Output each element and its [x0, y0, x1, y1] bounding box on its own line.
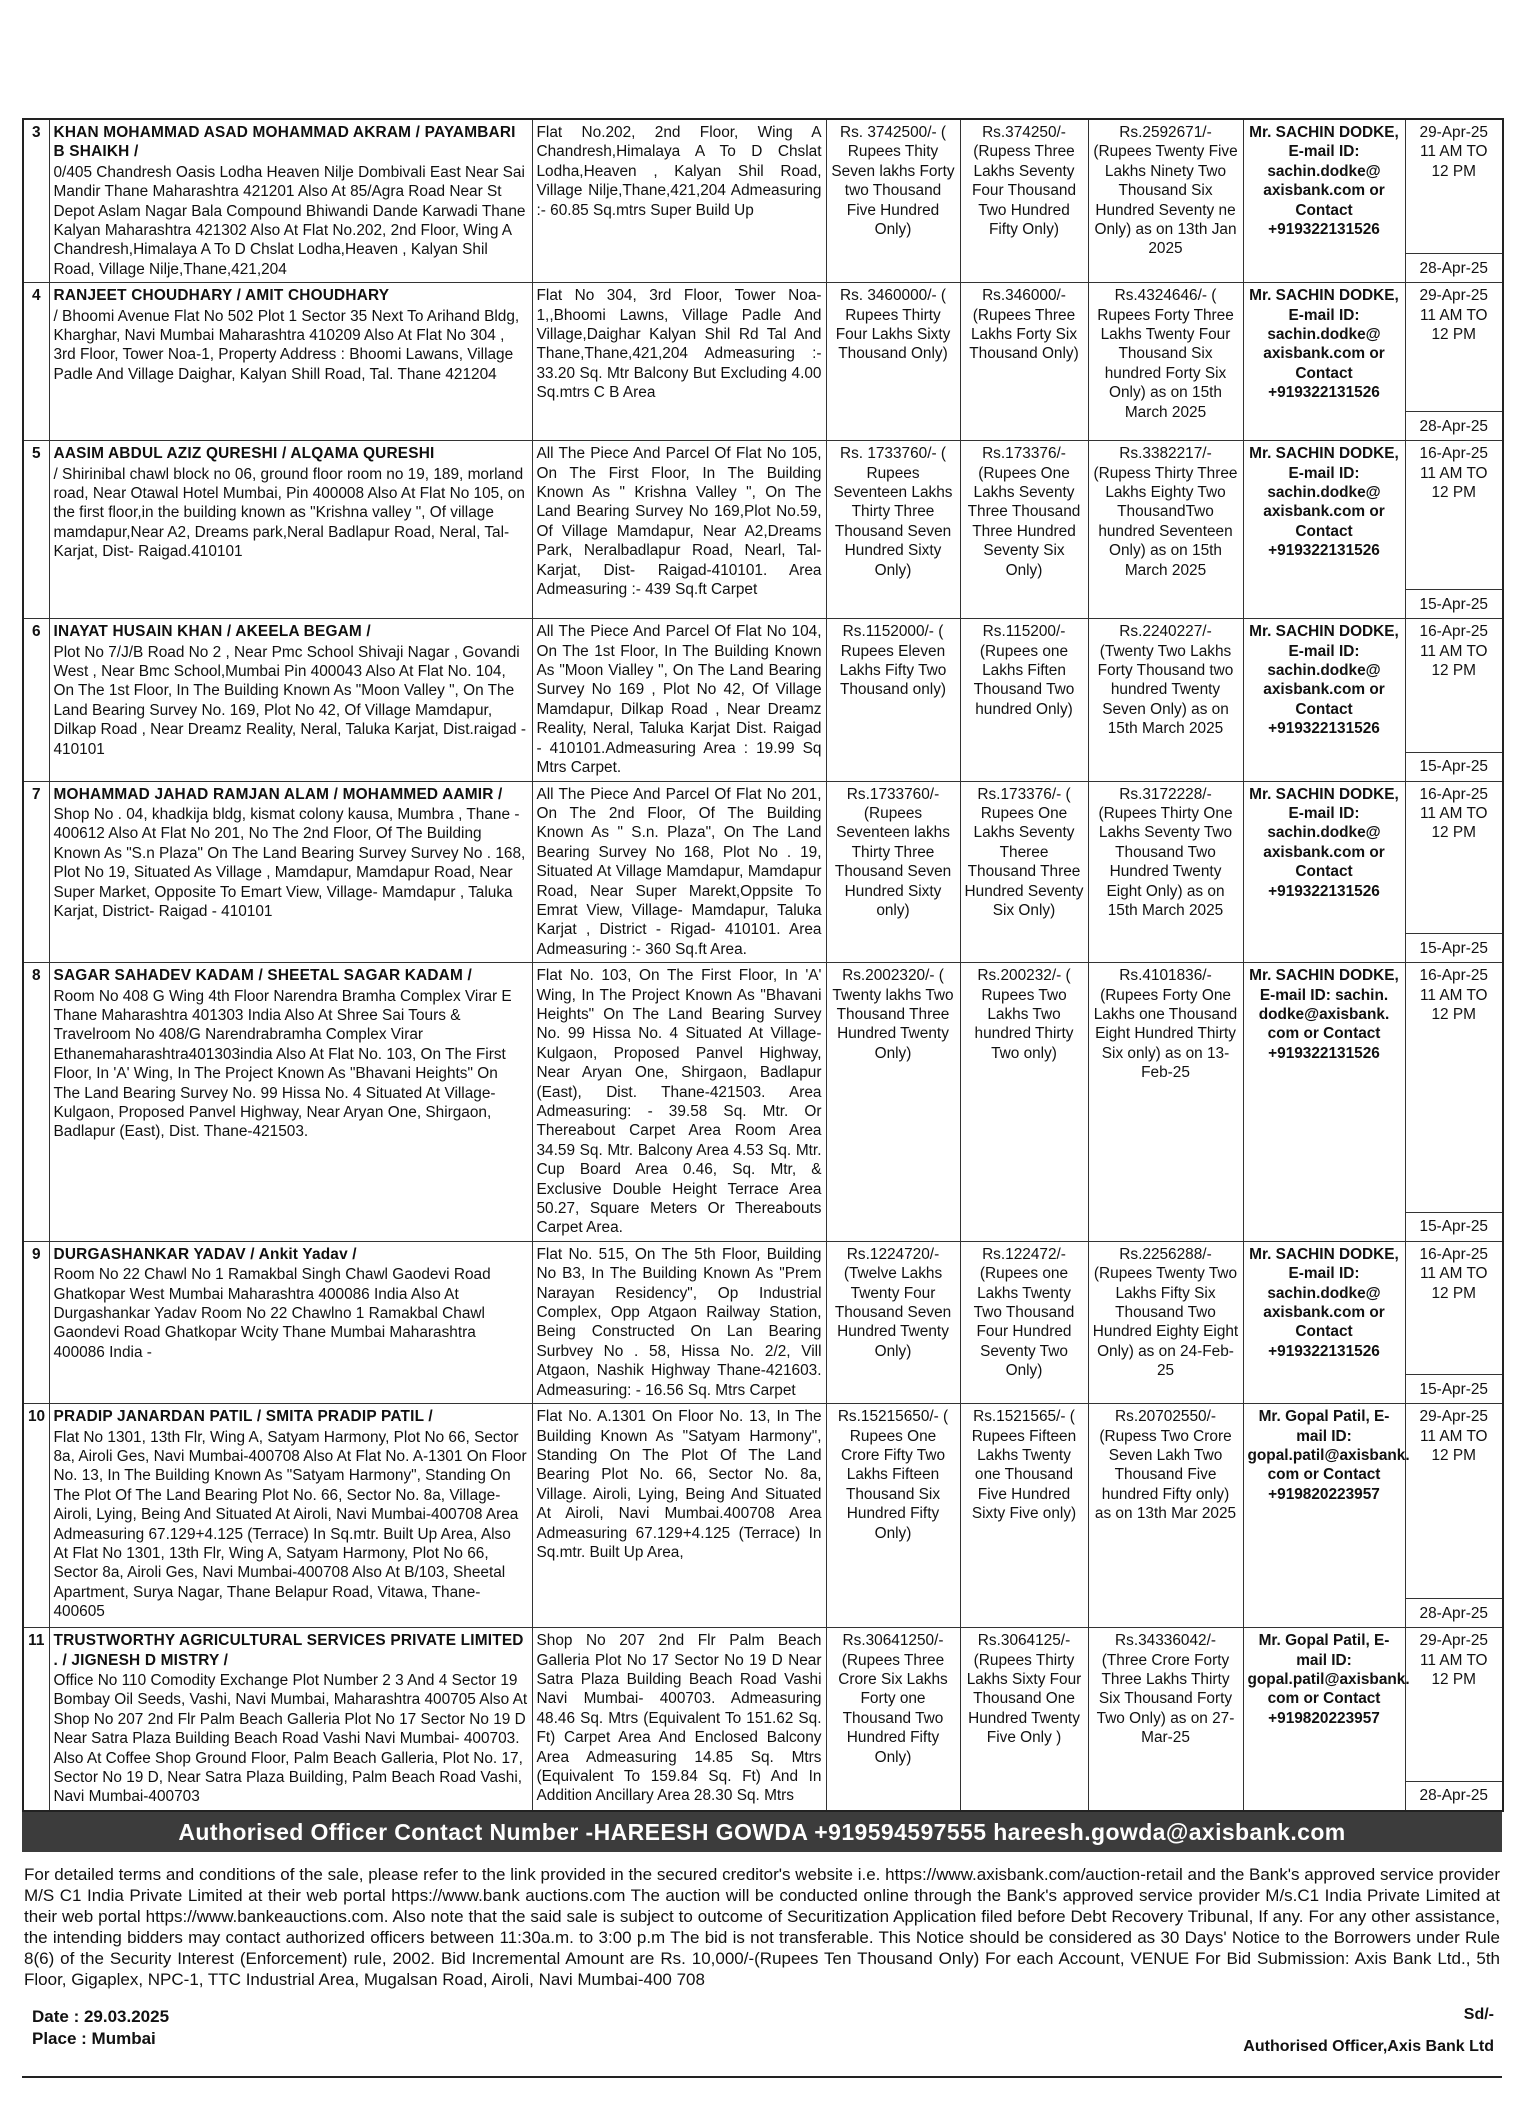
auction-date-time: 16-Apr-25 11 AM TO 12 PM	[1419, 623, 1488, 680]
borrower-address: Room No 22 Chawl No 1 Ramakbal Singh Chawl Gaodevi Road Ghatkopar West Mumbai Maharashtra 400086 India Also At Durgashankar Yadav Room No 22 Chawlno 1 Ramakbal Chawl Gaondevi Road Ghatkopar Wcity Thane Mumbai Maharashtra 400086 India -	[53, 1266, 491, 1361]
reserve-price	[826, 283, 960, 441]
auction-dates	[1405, 283, 1503, 441]
auction-dates	[1405, 1404, 1503, 1628]
date-place	[32, 2006, 169, 2050]
date-divider	[1406, 1781, 1503, 1782]
reserve-price	[826, 963, 960, 1242]
outstanding-dues	[1088, 781, 1243, 963]
emd-amount	[960, 963, 1088, 1242]
serial-number	[23, 283, 49, 441]
table-row	[23, 963, 1503, 1242]
outstanding-dues	[1088, 1628, 1243, 1811]
serial-number-text: 10	[28, 1408, 46, 1426]
auction-dates	[1405, 1628, 1503, 1811]
bid-submission-date: 28-Apr-25	[1419, 1787, 1488, 1805]
emd-amount	[960, 1404, 1088, 1628]
reserve-price	[826, 1404, 960, 1628]
property-text: Flat No 304, 3rd Floor, Tower Noa-1,,Bhoomi Lawns, Village Padle And Village,Daighar Kalyan Shil Rd Tal And Thane,Thane,421,204 Admeasuring :- 33.20 Sq. Mtr Balcony But Excluding 4.00 Sq.mtrs C B Area	[536, 287, 822, 402]
auction-date-time: 16-Apr-25 11 AM TO 12 PM	[1419, 1245, 1488, 1302]
authorised-officer-signature: Authorised Officer,Axis Bank Ltd	[1243, 2037, 1494, 2055]
borrower-cell	[49, 283, 532, 441]
emd-amount	[960, 781, 1088, 963]
borrower-name: KHAN MOHAMMAD ASAD MOHAMMAD AKRAM / PAYAMBARI B SHAIKH /	[53, 124, 516, 161]
borrower-address: Shop No . 04, khadkija bldg, kismat colony kausa, Mumbra , Thane - 400612 Also At Flat No 201, No The 2nd Floor, Of The Building Known As "S.n Plaza" On The Land Bearing Survey Survey No . 168, Plot No 19, Situated As Village , Mamdapur, Mamdapur Road, Near Super Market, Opposite To Emart View, Village- Mamdapur , Taluka Karjat, District- Raigad - 410101	[53, 805, 526, 920]
borrower-address: / Bhoomi Avenue Flat No 502 Plot 1 Sector 35 Next To Arihand Bldg, Kharghar, Navi Mumbai Maharashtra 410209 Also At Flat No 304 , 3rd Floor, Tower Noa-1, Property Address : Bhoomi Lawans, Village Padle And Village Daighar, Kalyan Shill Road, Tal. Thane 421204	[53, 307, 520, 383]
serial-number	[23, 119, 49, 283]
date-divider	[1406, 589, 1503, 590]
bid-submission-date: 28-Apr-25	[1419, 1604, 1488, 1622]
auction-dates	[1405, 119, 1503, 283]
bid-submission-date: 28-Apr-25	[1419, 259, 1488, 277]
emd-text: Rs.115200/- (Rupees one Lakhs Fiften Thousand Two hundred Only)	[973, 623, 1075, 718]
contact-text: Mr. SACHIN DODKE, E-mail ID: sachin.dodke@ axisbank.com or Contact +919322131526	[1249, 287, 1399, 402]
bid-submission-date: 15-Apr-25	[1419, 1380, 1488, 1398]
auction-date-time: 29-Apr-25 11 AM TO 12 PM	[1419, 1632, 1488, 1688]
property-text: All The Piece And Parcel Of Flat No 201, On The 2nd Floor, Of The Building Known As " S.n. Plaza", On The Land Bearing Survey No 168, Plot No . 19, Situated At Village Mamdapur, Mamdapur Road, Near Super Marekt,Oppsite To Emrat View, Village- Mamdapur, Taluka Karjat , District - Rigad- 410101. Area Admeasuring :- 360 Sq.ft Area.	[536, 785, 822, 958]
dues-text: Rs.3172228/- (Rupees Thirty One Lakhs Seventy Two Thousand Two Hundred Twenty Eight Only) as on 15th March 2025	[1098, 785, 1233, 919]
terms-paragraph: For detailed terms and conditions of the sale, please refer to the link provided in the secured creditor's website i.e. https://www.axisbank.com/auction-retail and the Bank's approved service provider M/S C1 India Private Limited at their web portal https://www.bank auctions.com The auction will be conducted online through the Bank's approved service provider M/s.C1 India Private Limited at their web portal https://www.bankeauctions.com. Also note that the said sale is subject to outcome of Securitization Application filed before Debt Recovery Tribunal, If any. For any other assistance, the intending bidders may contact authorized officers between 11:30a.m. to 3:00 p.m The bid is not transferable. This Notice should be considered as 30 Days' Notice to the Borrowers under Rule 8(6) of the Security Interest (Enforcement) rule, 2002. Bid Incremental Amount are Rs. 10,000/-(Rupees Ten Thousand Only) For each Account, VENUE For Bid Submission: Axis Bank Ltd., 5th Floor, Gigaplex, NPC-1, TTC Industrial Area, Mugalsan Road, Airoli, Navi Mumbai-400 708	[24, 1864, 1500, 1989]
borrower-cell	[49, 781, 532, 963]
table-row	[23, 1241, 1503, 1403]
auction-notice	[22, 118, 1502, 2078]
emd-amount	[960, 1241, 1088, 1403]
dues-text: Rs.3382217/- (Rupess Thirty Three Lakhs Eighty Two ThousandTwo hundred Seventeen Only) as on 15th March 2025	[1093, 445, 1238, 579]
auction-dates	[1405, 963, 1503, 1242]
table-row	[23, 781, 1503, 963]
contact-text: Mr. SACHIN DODKE, E-mail ID: sachin.dodke@ axisbank.com or Contact +919322131526	[1249, 1245, 1399, 1360]
borrower-cell	[49, 441, 532, 619]
dues-text: Rs.2592671/- (Rupees Twenty Five Lakhs Ninety Two Thousand Six Hundred Seventy ne Only) as on 13th Jan 2025	[1093, 124, 1238, 258]
property-text: Flat No. 103, On The First Floor, In 'A' Wing, In The Project Known As "Bhavani Heights" On The Land Bearing Survey No. 99 Hissa No. 4 Situated At Village-Kulgaon, Proposed Panvel Highway, Near Aryan One, Shirgaon, Badlapur (East), Dist. Thane-421503. Area Admeasuring: - 39.58 Sq. Mtr. Or Thereabout Carpet Area Room Area 34.59 Sq. Mtr. Balcony Area 4.53 Sq. Mtr. Cup Board Area 0.46, Sq. Mtr, & Exclusive Double Height Terrace Area 50.27, Square Meters Or Thereabouts Carpet Area.	[536, 967, 822, 1237]
reserve-price-text: Rs.15215650/- ( Rupees One Crore Fifty Two Lakhs Fifteen Thousand Six Hundred Fifty Only)	[837, 1408, 949, 1542]
borrower-cell	[49, 963, 532, 1242]
borrower-cell	[49, 119, 532, 283]
property-text: Shop No 207 2nd Flr Palm Beach Galleria Plot No 17 Sector No 19 D Near Satra Plaza Building Beach Road Vashi Navi Mumbai- 400703. Admeasuring 48.46 Sq. Mtrs (Equivalent To 151.62 Sq. Ft) Carpet Area And Enclosed Balcony Area Admeasuring 14.85 Sq. Mtrs (Equivalent To 159.84 Sq. Ft) And In Addition Ancillary Area 28.30 Sq. Mtrs	[536, 1632, 822, 1805]
serial-number	[23, 619, 49, 781]
emd-text: Rs.173376/- (Rupees One Lakhs Seventy Three Thousand Three Hundred Seventy Six Only)	[967, 445, 1081, 579]
property-description	[532, 1241, 826, 1403]
dues-text: Rs.2240227/- (Twenty Two Lakhs Forty Thousand two hundred Twenty Seven Only) as on 15th March 2025	[1097, 623, 1234, 738]
outstanding-dues	[1088, 1241, 1243, 1403]
table-row	[23, 1404, 1503, 1628]
serial-number-text: 11	[28, 1632, 45, 1650]
serial-number	[23, 781, 49, 963]
dues-text: Rs.2256288/- (Rupees Twenty Two Lakhs Fifty Six Thousand Two Hundred Eighty Eight Only) as on 24-Feb-25	[1092, 1245, 1239, 1380]
auction-date-time: 16-Apr-25 11 AM TO 12 PM	[1419, 967, 1488, 1023]
borrower-name: AASIM ABDUL AZIZ QURESHI / ALQAMA QURESHI	[53, 445, 435, 463]
contact-text: Mr. SACHIN DODKE, E-mail ID: sachin.dodke@ axisbank.com or Contact +919322131526	[1249, 785, 1399, 900]
property-text: Flat No. A.1301 On Floor No. 13, In The Building Known As "Satyam Harmony", Standing On The Plot Of The Land Bearing Plot No. 66, Sector No. 8a, Village. Airoli, Lying, Being And Situated At Airoli, Navi Mumbai.400708 Area Admeasuring 67.129+4.125 (Terrace) In Sq.mtr. Built Up Area,	[536, 1408, 822, 1561]
notice-date: Date : 29.03.2025	[32, 2006, 170, 2026]
outstanding-dues	[1088, 1404, 1243, 1628]
table-row	[23, 119, 1503, 283]
emd-amount	[960, 283, 1088, 441]
emd-amount	[960, 619, 1088, 781]
emd-text: Rs.122472/- (Rupees one Lakhs Twenty Two Thousand Four Hundred Seventy Two Only)	[973, 1245, 1075, 1380]
emd-text: Rs.3064125/- (Rupees Thirty Lakhs Sixty Four Thousand One Hundred Twenty Five Only )	[966, 1632, 1082, 1747]
serial-number-text: 5	[31, 445, 41, 463]
auction-date-time: 16-Apr-25 11 AM TO 12 PM	[1419, 785, 1488, 842]
borrower-address: Plot No 7/J/B Road No 2 , Near Pmc School Shivaji Nagar , Govandi West , Near Bmc School,Mumbai Pin 400043 Also At Flat No. 104, On The 1st Floor, In The Building Known As "Moon Valley ", On The Land Bearing Survey No. 169, Plot No 42, Of Village Mamdapur, Dilkap Road , Near Dreamz Reality, Neral, Taluka Karjat, Dist.raigad - 410101	[53, 643, 526, 758]
borrower-cell	[49, 1241, 532, 1403]
date-divider	[1406, 933, 1503, 934]
reserve-price-text: Rs.2002320/- ( Twenty lakhs Two Thousand Three Hundred Twenty Only)	[832, 967, 954, 1062]
property-description	[532, 441, 826, 619]
emd-amount	[960, 441, 1088, 619]
borrower-name: SAGAR SAHADEV KADAM / SHEETAL SAGAR KADAM /	[53, 967, 472, 985]
property-text: All The Piece And Parcel Of Flat No 104, On The 1st Floor, In The Building Known As "Moon Vialley ", On The Land Bearing Survey No 169 , Plot No 42, Of Village Mamdapur, Dilkap Road , Near Dreamz Reality, Neral, Taluka Karjat Dist. Raigad - 410101.Admeasuring Area : 19.99 Sq Mtrs Carpet.	[536, 623, 822, 777]
date-divider	[1406, 411, 1503, 412]
reserve-price-text: Rs.1224720/- (Twelve Lakhs Twenty Four Thousand Seven Hundred Twenty Only)	[834, 1245, 952, 1360]
notice-place: Place : Mumbai	[32, 2028, 156, 2048]
emd-amount	[960, 119, 1088, 283]
bid-submission-date: 15-Apr-25	[1419, 1218, 1488, 1236]
contact-officer	[1243, 119, 1405, 283]
property-description	[532, 283, 826, 441]
borrower-name: RANJEET CHOUDHARY / AMIT CHOUDHARY	[53, 287, 390, 305]
date-divider	[1406, 752, 1503, 753]
property-description	[532, 619, 826, 781]
contact-text: Mr. SACHIN DODKE, E-mail ID: sachin. dodke@axisbank. com or Contact +919322131526	[1249, 967, 1399, 1062]
serial-number-text: 9	[31, 1245, 41, 1263]
authorised-officer-banner: Authorised Officer Contact Number -HAREESH GOWDA +919594597555 hareesh.gowda@axisbank.com	[22, 1812, 1502, 1852]
signed-mark: Sd/-	[1463, 2005, 1494, 2023]
table-row	[23, 283, 1503, 441]
auction-table	[22, 118, 1504, 1812]
emd-text: Rs.200232/- ( Rupees Two Lakhs Two hundred Thirty Two only)	[974, 967, 1074, 1062]
property-text: Flat No. 515, On The 5th Floor, Building No B3, In The Building Known As "Prem Narayan Residency", Op Industrial Complex, Opp Atgaon Railway Station, Being Constructed On Lan Bearing Surbvey No . 58, Hissa No. 2/2, Vill Atgaon, Nashik Highway Thane-421603. Admeasuring: - 16.56 Sq. Mtrs Carpet	[536, 1245, 822, 1399]
contact-text: Mr. Gopal Patil, E-mail ID: gopal.patil@axisbank. com or Contact +919820223957	[1247, 1632, 1410, 1727]
borrower-name: PRADIP JANARDAN PATIL / SMITA PRADIP PATIL /	[53, 1408, 433, 1426]
auction-dates	[1405, 441, 1503, 619]
date-divider	[1406, 1598, 1503, 1599]
table-row	[23, 441, 1503, 619]
date-divider	[1406, 1212, 1503, 1213]
outstanding-dues	[1088, 283, 1243, 441]
dues-text: Rs.34336042/- (Three Crore Forty Three Lakhs Thirty Six Thousand Forty Two Only) as on 27-Mar-25	[1096, 1632, 1235, 1747]
property-description	[532, 963, 826, 1242]
contact-officer	[1243, 619, 1405, 781]
reserve-price	[826, 119, 960, 283]
property-description	[532, 1628, 826, 1811]
reserve-price-text: Rs. 3460000/- ( Rupees Thirty Four Lakhs Sixty Thousand Only)	[835, 287, 951, 363]
property-description	[532, 1404, 826, 1628]
auction-dates	[1405, 1241, 1503, 1403]
contact-officer	[1243, 963, 1405, 1242]
borrower-address: Room No 408 G Wing 4th Floor Narendra Bramha Complex Virar E Thane Maharashtra 401303 India Also At Shree Sai Tours & Travelroom No 408/G Narendrabramha Complex Virar Ethanemaharashtra401303india Also At Flat No. 103, On The First Floor, In 'A' Wing, In The Project Known As "Bhavani Heights" On The Land Bearing Survey No. 99 Hissa No. 4 Situated At Village-Kulgaon, Proposed Panvel Highway, Near Aryan One, Shirgaon, Badlapur (East), Dist. Thane-421503.	[53, 987, 512, 1141]
reserve-price-text: Rs.1733760/- (Rupees Seventeen lakhs Thirty Three Thousand Seven Hundred Sixty only)	[834, 785, 952, 919]
borrower-name: DURGASHANKAR YADAV / Ankit Yadav /	[53, 1245, 357, 1263]
reserve-price	[826, 441, 960, 619]
contact-text: Mr. SACHIN DODKE, E-mail ID: sachin.dodke@ axisbank.com or Contact +919322131526	[1249, 623, 1399, 738]
contact-officer	[1243, 1404, 1410, 1628]
borrower-name: TRUSTWORTHY AGRICULTURAL SERVICES PRIVATE LIMITED . / JIGNESH D MISTRY /	[53, 1632, 524, 1669]
reserve-price	[826, 1241, 960, 1403]
borrower-name: INAYAT HUSAIN KHAN / AKEELA BEGAM /	[53, 623, 371, 641]
property-description	[532, 119, 826, 283]
date-divider	[1406, 253, 1503, 254]
borrower-cell	[49, 1628, 532, 1811]
table-row	[23, 619, 1503, 781]
table-row	[23, 1628, 1503, 1811]
auction-date-time: 16-Apr-25 11 AM TO 12 PM	[1419, 445, 1488, 502]
bid-submission-date: 15-Apr-25	[1419, 595, 1488, 613]
serial-number-text: 7	[31, 785, 41, 803]
borrower-address: Flat No 1301, 13th Flr, Wing A, Satyam Harmony, Plot No 66, Sector 8a, Airoli Ges, Navi Mumbai-400708 Also At Flat No. A-1301 On Floor No. 13, In The Building Known As "Satyam Harmony", Standing On The Plot Of The Land Bearing Plot No. 66, Sector No. 8a, Village-Airoli, Lying, Being And Situated At Airoli, Navi Mumbai-400708 Area Admeasuring 67.129+4.125 (Terrace) In Sq.mtr. Built Up Area, Also At Flat No 1301, 13th Flr, Wing A, Satyam Harmony, Plot No 66, Sector 8a, Airoli Ges, Navi Mumbai-400708 Also At B/103, Sheetal Apartment, Surya Nagar, Thane Belapur Road, Vitawa, Thane-400605	[53, 1428, 527, 1621]
emd-amount	[960, 1628, 1088, 1811]
reserve-price-text: Rs.30641250/- (Rupees Three Crore Six Lakhs Forty one Thousand Two Hundred Fifty Only)	[838, 1632, 948, 1766]
reserve-price-text: Rs. 3742500/- ( Rupees Thity Seven lakhs Forty two Thousand Five Hundred Only)	[831, 124, 955, 239]
reserve-price	[826, 619, 960, 781]
emd-text: Rs.173376/- ( Rupees One Lakhs Seventy Theree Thousand Three Hundred Seventy Six Only)	[964, 785, 1084, 919]
contact-officer	[1243, 1628, 1410, 1811]
contact-officer	[1243, 441, 1405, 619]
borrower-cell	[49, 1404, 532, 1628]
auction-date-time: 29-Apr-25 11 AM TO 12 PM	[1419, 1408, 1488, 1464]
serial-number	[23, 1404, 49, 1628]
outstanding-dues	[1088, 119, 1243, 283]
dues-text: Rs.20702550/- (Rupess Two Crore Seven Lakh Two Thousand Five hundred Fifty only) as on 13th Mar 2025	[1094, 1408, 1237, 1523]
date-divider	[1406, 1374, 1503, 1375]
contact-text: Mr. Gopal Patil, E-mail ID: gopal.patil@axisbank. com or Contact +919820223957	[1247, 1408, 1410, 1503]
contact-officer	[1243, 283, 1405, 441]
serial-number-text: 8	[31, 967, 41, 985]
dues-text: Rs.4324646/- ( Rupees Forty Three Lakhs Twenty Four Thousand Six hundred Forty Six Only) as on 15th March 2025	[1097, 287, 1234, 421]
emd-text: Rs.346000/- (Rupees Three Lakhs Forty Six Thousand Only)	[969, 287, 1079, 363]
property-description	[532, 781, 826, 963]
contact-officer	[1243, 781, 1405, 963]
emd-text: Rs.374250/- (Rupess Three Lakhs Seventy Four Thousand Two Hundred Fifty Only)	[971, 124, 1077, 239]
borrower-address: 0/405 Chandresh Oasis Lodha Heaven Nilje Dombivali East Near Sai Mandir Thane Maharashtra 421201 Also At 85/Agra Road Near St Depot Aslam Nagar Bala Compound Bhiwandi Dande Karwadi Thane Kalyan Maharashtra 421302 Also At Flat No.202, 2nd Floor, Wing A Chandresh,Himalaya A To D Chslat Lodha,Heaven , Kalyan Shil Road, Village Nilje,Thane,421,204	[53, 163, 526, 278]
serial-number-text: 6	[31, 623, 41, 641]
contact-text: Mr. SACHIN DODKE, E-mail ID: sachin.dodke@ axisbank.com or Contact +919322131526	[1249, 445, 1399, 560]
borrower-address: Office No 110 Comodity Exchange Plot Number 2 3 And 4 Sector 19 Bombay Oil Seeds, Vashi, Navi Mumbai, Maharashtra 400705 Also At Shop No 207 2nd Flr Palm Beach Galleria Plot No 17 Sector No 19 D Near Satra Plaza Building Beach Road Vashi Navi Mumbai- 400703. Also At Coffee Shop Ground Floor, Palm Beach Galleria, Plot No. 17, Sector No 19 D, Near Satra Plaza Building, Palm Beach Road Vashi, Navi Mumbai-400703	[53, 1671, 528, 1806]
dues-text: Rs.4101836/- (Rupees Forty One Lakhs one Thousand Eight Hundred Thirty Six only) as on 13-Feb-25	[1093, 967, 1238, 1082]
outstanding-dues	[1088, 963, 1243, 1242]
reserve-price-text: Rs. 1733760/- ( Rupees Seventeen Lakhs Thirty Three Thousand Seven Hundred Sixty Only)	[833, 445, 953, 579]
property-text: Flat No.202, 2nd Floor, Wing A Chandresh,Himalaya A To D Chslat Lodha,Heaven , Kalyan Shil Road, Village Nilje,Thane,421,204 Admeasuring :- 60.85 Sq.mtrs Super Build Up	[536, 124, 822, 219]
emd-text: Rs.1521565/- ( Rupees Fifteen Lakhs Twenty one Thousand Five Hundred Sixty Five only)	[971, 1408, 1077, 1523]
reserve-price	[826, 1628, 960, 1811]
contact-officer	[1243, 1241, 1405, 1403]
signature-block	[22, 2006, 1502, 2078]
auction-date-time: 29-Apr-25 11 AM TO 12 PM	[1419, 124, 1488, 180]
serial-number-text: 3	[31, 124, 41, 141]
serial-number	[23, 963, 49, 1242]
reserve-price	[826, 781, 960, 963]
borrower-name: MOHAMMAD JAHAD RAMJAN ALAM / MOHAMMED AAMIR /	[53, 785, 503, 803]
serial-number-text: 4	[31, 287, 41, 305]
bid-submission-date: 28-Apr-25	[1419, 417, 1488, 435]
bid-submission-date: 15-Apr-25	[1419, 758, 1488, 776]
reserve-price-text: Rs.1152000/- ( Rupees Eleven Lakhs Fifty Two Thousand only)	[839, 623, 947, 699]
property-text: All The Piece And Parcel Of Flat No 105, On The First Floor, In The Building Known As " Krishna Valley ", On The Land Bearing Survey No 169,Plot No.59, Of Village Mamdapur, Near A2,Dreams Park, Neralbadlapur Road, Nearl, Tal-Karjat, Dist- Raigad-410101. Area Admeasuring :- 439 Sq.ft Carpet	[536, 445, 822, 599]
outstanding-dues	[1088, 441, 1243, 619]
serial-number	[23, 1241, 49, 1403]
auction-dates	[1405, 619, 1503, 781]
serial-number	[23, 1628, 49, 1811]
serial-number	[23, 441, 49, 619]
auction-dates	[1405, 781, 1503, 963]
outstanding-dues	[1088, 619, 1243, 781]
contact-text: Mr. SACHIN DODKE, E-mail ID: sachin.dodke@ axisbank.com or Contact +919322131526	[1249, 124, 1399, 239]
borrower-address: / Shirinibal chawl block no 06, ground floor room no 19, 189, morland road, Near Otawal Hotel Mumbai, Pin 400008 Also At Flat No 105, on the first floor,in the building known as "Krishna valley ", Of village mamdapur,Near A2, Dreams park,Neral Badlapur Road, Neral, Tal-Karjat, Dist- Raigad.410101	[53, 465, 525, 561]
auction-date-time: 29-Apr-25 11 AM TO 12 PM	[1419, 287, 1488, 344]
borrower-cell	[49, 619, 532, 781]
bid-submission-date: 15-Apr-25	[1419, 939, 1488, 957]
